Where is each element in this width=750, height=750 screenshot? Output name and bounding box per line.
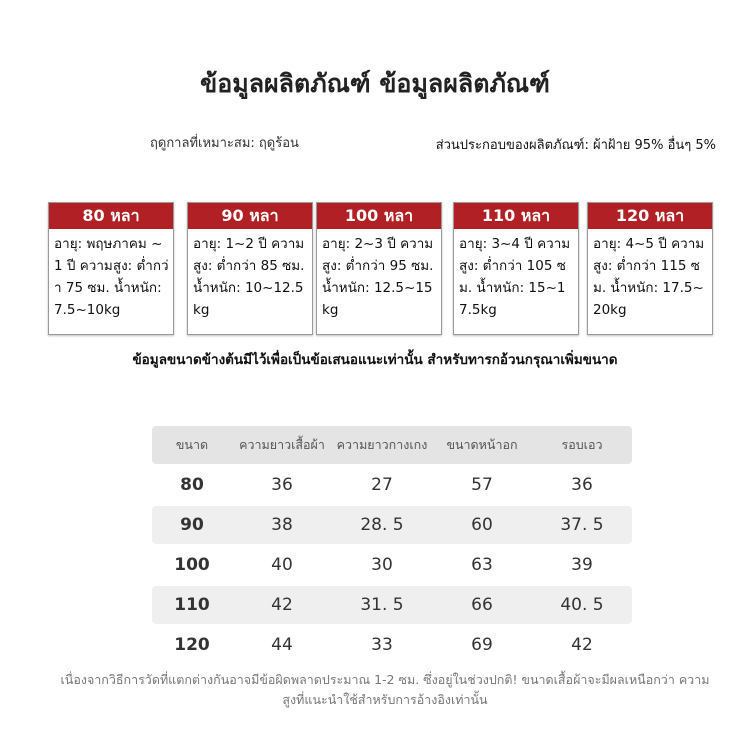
table-header-cell: ขนาดหน้าอก (446, 437, 518, 452)
table-cell: 31. 5 (360, 595, 404, 615)
size-card-info: อายุ: 1~2 ปี ความสูง: ต่ำกว่า 85 ซม. น้ำหนัก: 10~12.5kg (193, 236, 305, 318)
size-card-info: อายุ: 2~3 ปี ความสูง: ต่ำกว่า 95 ซม. น้ำหนัก: 12.5~15kg (322, 236, 434, 318)
size-card-110 (453, 202, 579, 335)
table-header-cell: รอบเอว (561, 437, 603, 452)
table-cell: 100 (174, 555, 210, 575)
table-cell: 40. 5 (560, 595, 604, 615)
table-cell: 90 (180, 515, 204, 535)
table-header-cell: ความยาวกางเกง (336, 437, 428, 452)
table-cell: 33 (371, 635, 393, 655)
table-cell: 44 (271, 635, 293, 655)
table-cell: 42 (271, 595, 293, 615)
size-advice-note: ข้อมูลขนาดข้างต้นมีไว้เพื่อเป็นข้อเสนอแนะเท่านั้น สำหรับทารกอ้วนกรุณาเพิ่มขนาด (132, 352, 618, 368)
table-cell: 39 (571, 555, 593, 575)
table-header-cell: ความยาวเสื้อผ้า (239, 437, 325, 452)
table-cell: 36 (571, 475, 593, 495)
table-row (152, 626, 632, 664)
table-row (152, 466, 632, 504)
table-header-cell: ขนาด (175, 437, 209, 452)
table-row (152, 546, 632, 584)
table-cell: 120 (174, 635, 210, 655)
size-card-80 (48, 202, 174, 335)
material-info: ส่วนประกอบของผลิตภัณฑ์: ผ้าฝ้าย 95% อื่นๆ 5% (435, 138, 716, 153)
table-cell: 36 (271, 475, 293, 495)
size-card-info: อายุ: 3~4 ปี ความสูง: ต่ำกว่า 105 ซม. น้ำหนัก: 15~17.5kg (459, 236, 571, 318)
size-card-label: 90 หลา (188, 203, 312, 229)
table-cell: 37. 5 (560, 515, 604, 535)
size-card-info: อายุ: 4~5 ปี ความสูง: ต่ำกว่า 115 ซม. น้ำหนัก: 17.5~20kg (593, 236, 705, 318)
table-cell: 63 (471, 555, 493, 575)
table-cell: 27 (371, 475, 393, 495)
table-header-row (152, 426, 632, 464)
table-cell: 69 (471, 635, 493, 655)
season-info: ฤดูกาลที่เหมาะสม: ฤดูร้อน (150, 136, 299, 151)
size-card-label: 120 หลา (588, 203, 712, 229)
size-card-120 (587, 202, 713, 335)
table-cell: 42 (571, 635, 593, 655)
table-cell: 80 (180, 475, 204, 495)
page-title: ข้อมูลผลิตภัณฑ์ ข้อมูลผลิตภัณฑ์ (200, 69, 550, 98)
measurement-footnote: เนื่องจากวิธีการวัดที่แตกต่างกันอาจมีข้อผิดพลาดประมาณ 1-2 ซม. ซึ่งอยู่ในช่วงปกติ! ขนาดเสื้อผ้าจะมีผลเหนือกว่า ความสูงที่แนะนำใช้สำหรับการอ้างอิงเท่านั้น (60, 672, 710, 707)
size-table (152, 426, 632, 666)
table-cell: 28. 5 (360, 515, 404, 535)
size-card-label: 100 หลา (317, 203, 441, 229)
size-card-100 (316, 202, 442, 335)
table-cell: 57 (471, 475, 493, 495)
size-card-90 (187, 202, 313, 335)
table-row (152, 586, 632, 624)
table-row (152, 506, 632, 544)
size-card-info: อายุ: พฤษภาคม ~1 ปี ความสูง: ต่ำกว่า 75 ซม. น้ำหนัก: 7.5~10kg (54, 236, 169, 318)
size-card-label: 110 หลา (454, 203, 578, 229)
table-cell: 30 (371, 555, 393, 575)
table-cell: 60 (471, 515, 493, 535)
table-cell: 66 (471, 595, 493, 615)
size-card-label: 80 หลา (49, 203, 173, 229)
table-cell: 110 (174, 595, 210, 615)
table-cell: 40 (271, 555, 293, 575)
table-cell: 38 (271, 515, 293, 535)
